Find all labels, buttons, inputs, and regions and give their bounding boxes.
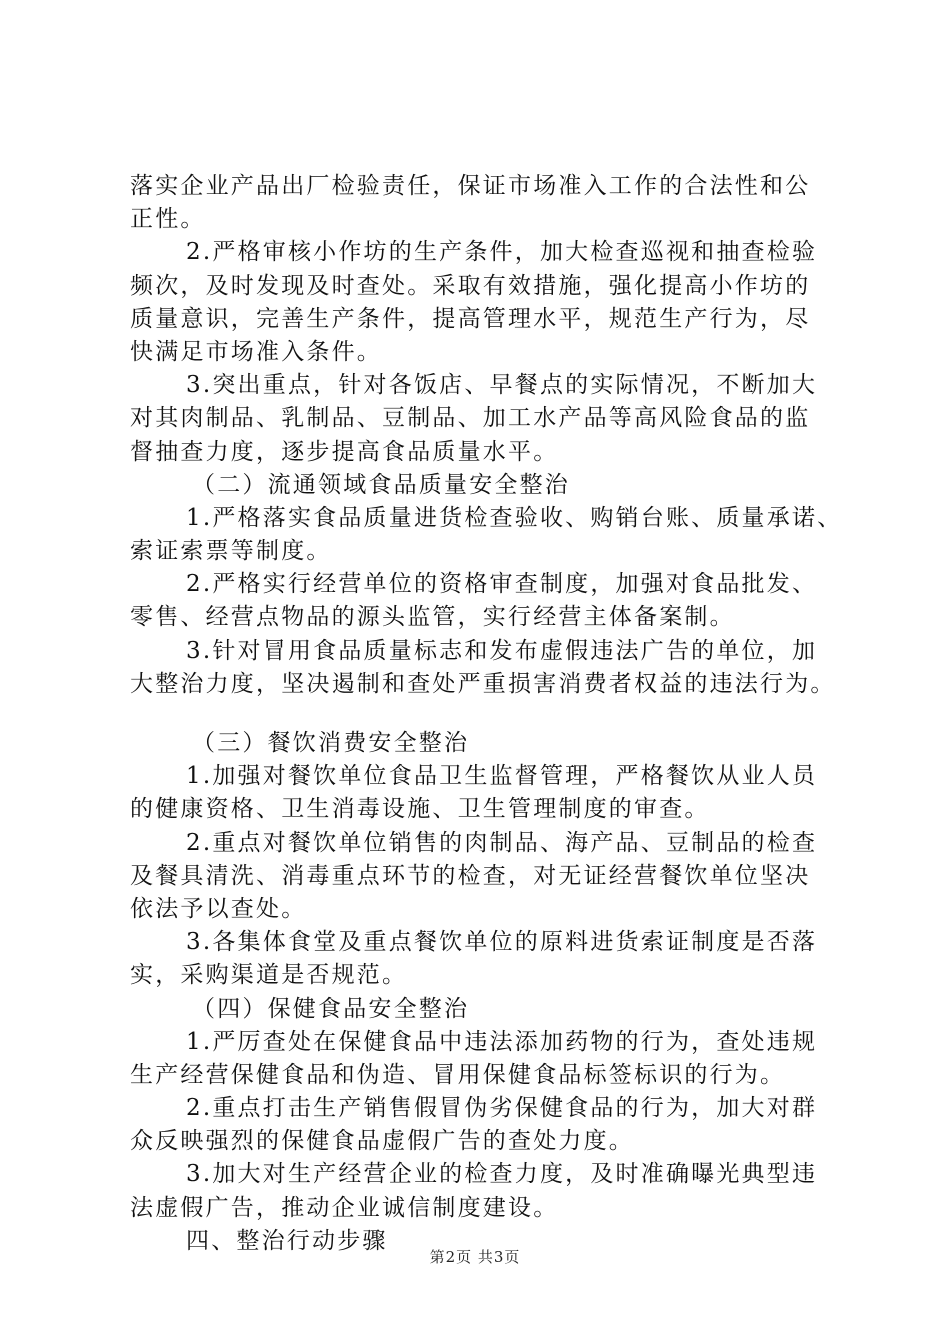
text-line: 2.严格审核小作坊的生产条件，加大检查巡视和抽查检验 [186, 239, 818, 266]
text-line: 1.严格落实食品质量进货检查验收、购销台账、质量承诺、 [186, 504, 843, 531]
text-line: 2.重点打击生产销售假冒伪劣保健食品的行为，加大对群 [186, 1095, 818, 1122]
section-heading: （三）餐饮消费安全整治 [192, 730, 470, 756]
text-line: 众反映强烈的保健食品虚假广告的查处力度。 [130, 1128, 634, 1155]
text-line: 1.加强对餐饮单位食品卫生监督管理，严格餐饮从业人员 [186, 763, 818, 790]
text-line: 3.针对冒用食品质量标志和发布虚假违法广告的单位，加 [186, 637, 818, 664]
text-line: 3.各集体食堂及重点餐饮单位的原料进货索证制度是否落 [186, 929, 818, 956]
text-line: 频次，及时发现及时查处。采取有效措施，强化提高小作坊的 [130, 272, 811, 299]
text-line: 质量意识，完善生产条件，提高管理水平，规范生产行为，尽 [130, 305, 811, 332]
text-line: 3.突出重点，针对各饭店、早餐点的实际情况，不断加大 [186, 372, 818, 399]
text-line: 依法予以查处。 [130, 895, 307, 922]
text-line: 索证索票等制度。 [130, 538, 332, 565]
document-body [130, 170, 843, 1258]
text-line: 快满足市场准入条件。 [130, 338, 382, 365]
text-line: 2.重点对餐饮单位销售的肉制品、海产品、豆制品的检查 [186, 829, 818, 856]
text-line: 及餐具清洗、消毒重点环节的检查，对无证经营餐饮单位坚决 [130, 862, 811, 889]
text-line: 落实企业产品出厂检验责任，保证市场准入工作的合法性和公 [130, 173, 811, 199]
page-footer: 第2页 共3页 [429, 1248, 521, 1266]
section-heading: （四）保健食品安全整治 [192, 995, 470, 1022]
text-line: 正性。 [130, 206, 206, 233]
text-line: 1.严厉查处在保健食品中违法添加药物的行为，查处违规 [186, 1028, 818, 1055]
text-line: 的健康资格、卫生消毒设施、卫生管理制度的审查。 [130, 796, 710, 823]
paragraph-gap [130, 701, 830, 727]
text-line: 大整治力度，坚决遏制和查处严重损害消费者权益的违法行为。 [130, 670, 836, 697]
text-line: 生产经营保健食品和伪造、冒用保健食品标签标识的行为。 [130, 1061, 786, 1088]
text-line: 2.严格实行经营单位的资格审查制度，加强对食品批发、 [186, 571, 818, 598]
text-line: 督抽查力度，逐步提高食品质量水平。 [130, 438, 559, 465]
text-line: 法虚假广告，推动企业诚信制度建设。 [130, 1194, 559, 1221]
text-line: 实，采购渠道是否规范。 [130, 962, 408, 989]
section-heading: 四、整治行动步骤 [186, 1227, 388, 1254]
text-line: 零售、经营点物品的源头监管，实行经营主体备案制。 [130, 604, 735, 631]
text-line: 对其肉制品、乳制品、豆制品、加工水产品等高风险食品的监 [130, 405, 811, 432]
section-heading: （二）流通领域食品质量安全整治 [192, 471, 570, 498]
text-line: 3.加大对生产经营企业的检查力度，及时准确曝光典型违 [186, 1161, 818, 1188]
